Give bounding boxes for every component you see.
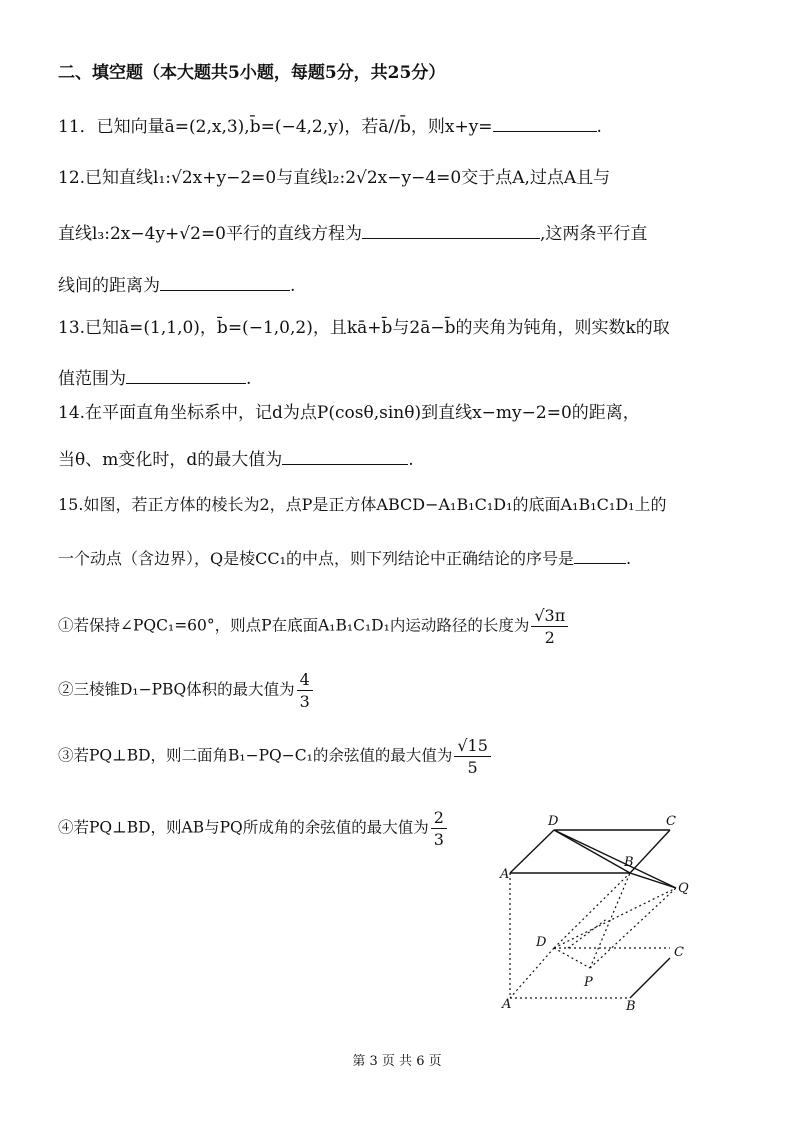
opt2-denominator: 3 [299, 692, 310, 712]
opt2-text: ②三棱锥D₁−PBQ体积的最大值为 [58, 680, 295, 699]
q15-option-1 [58, 606, 570, 647]
q15-answer-blank[interactable] [574, 546, 626, 564]
question-13-line2 [58, 365, 251, 389]
label-P: P [584, 975, 593, 990]
q14-line2a: 当θ、m变化时，d的最大值为 [58, 449, 283, 470]
opt1-text: ①若保持∠PQC₁=60°，则点P在底面A₁B₁C₁D₁内运动路径的长度为 [58, 616, 530, 635]
q14-line2b: . [408, 449, 414, 470]
label-B: B [624, 855, 634, 870]
label-C1: C [674, 945, 684, 960]
q13-line2a: 值范围为 [58, 368, 126, 389]
segment-PB [590, 873, 630, 968]
question-12-line1: 12.已知直线l₁:√2x+y−2=0与直线l₂:2√2x−y−4=0交于点A,过点A且与 [58, 168, 611, 188]
q15-option-3 [58, 736, 493, 777]
page-footer: 第 3 页 共 6 页 [352, 1054, 442, 1069]
segment-D1Q [554, 888, 676, 948]
q11-text: 11．已知向量ā=(2,x,3),b̄=(−4,2,y)，若ā//b̄，则x+y= [58, 116, 493, 137]
section-title: 二、填空题（本大题共5小题，每题5分，共25分） [58, 63, 446, 83]
q14-answer-blank[interactable] [282, 446, 408, 465]
segment-D1B [554, 873, 630, 948]
opt2-numerator: 4 [297, 670, 313, 691]
opt3-fraction [454, 736, 491, 777]
opt1-denominator: 2 [544, 628, 555, 648]
opt3-denominator: 5 [467, 758, 478, 778]
q12-line3a: 线间的距离为 [58, 275, 160, 296]
q15-line2b: . [626, 548, 632, 568]
q12-line2b: ,这两条平行直 [540, 223, 648, 244]
opt3-numerator: √15 [454, 736, 491, 757]
label-Q: Q [678, 881, 689, 896]
label-A: A [500, 867, 510, 882]
q12-equation-blank[interactable] [362, 220, 540, 239]
edge-D1A1 [510, 948, 554, 998]
opt1-fraction [531, 606, 568, 647]
opt1-numerator: √3π [531, 606, 568, 627]
question-11 [58, 113, 602, 137]
question-12-line3 [58, 272, 295, 296]
segment-BQ [630, 873, 676, 888]
question-15-line1: 15.如图，若正方体的棱长为2，点P是正方体ABCD−A₁B₁C₁D₁的底面A₁B₁C₁D₁上的 [58, 495, 667, 514]
opt2-fraction [297, 670, 313, 711]
q11-end: . [596, 116, 602, 137]
opt4-numerator: 2 [431, 808, 447, 829]
segment-PQ [590, 888, 676, 968]
label-A1: A [502, 997, 512, 1012]
q11-answer-blank[interactable] [493, 113, 597, 132]
label-D1: D [536, 935, 547, 950]
opt4-text: ④若PQ⊥BD，则AB与PQ所成角的余弦值的最大值为 [58, 818, 429, 837]
label-D: D [548, 814, 559, 829]
opt3-text: ③若PQ⊥BD，则二面角B₁−PQ−C₁的余弦值的最大值为 [58, 746, 453, 765]
hidden-segment [568, 918, 608, 948]
opt4-denominator: 3 [433, 830, 444, 850]
diag-DB [554, 830, 630, 873]
edge-DA [510, 830, 554, 873]
segment-DQ [554, 830, 676, 888]
question-14-line1: 14.在平面直角坐标系中，记d为点P(cosθ,sinθ)到直线x−my−2=0的距离， [58, 403, 640, 423]
q13-answer-blank[interactable] [126, 365, 246, 384]
question-13-line1: 13.已知ā=(1,1,0)，b̄=(−1,0,2)，且kā+b̄与2ā−b̄的夹角为钝角，则实数k的取 [58, 318, 670, 338]
q12-line3b: . [290, 275, 296, 296]
q15-line2a: 一个动点（含边界），Q是棱CC₁的中点，则下列结论中正确结论的序号是 [58, 548, 575, 568]
q12-distance-blank[interactable] [160, 272, 290, 291]
q13-line2b: . [246, 368, 252, 389]
question-15-line2 [58, 546, 631, 568]
question-12-line2 [58, 220, 647, 244]
q15-option-2 [58, 670, 315, 711]
label-C: C [666, 814, 676, 829]
q15-option-4 [58, 808, 449, 849]
segment-D1P [554, 948, 590, 968]
question-14-line2 [58, 446, 414, 470]
label-B1: B [626, 999, 636, 1013]
cube-figure [498, 808, 708, 1013]
opt4-fraction [431, 808, 447, 849]
edge-C1B1 [630, 958, 670, 998]
q12-line2a: 直线l₃:2x−4y+√2=0平行的直线方程为 [58, 223, 362, 244]
edge-CB [630, 830, 670, 873]
